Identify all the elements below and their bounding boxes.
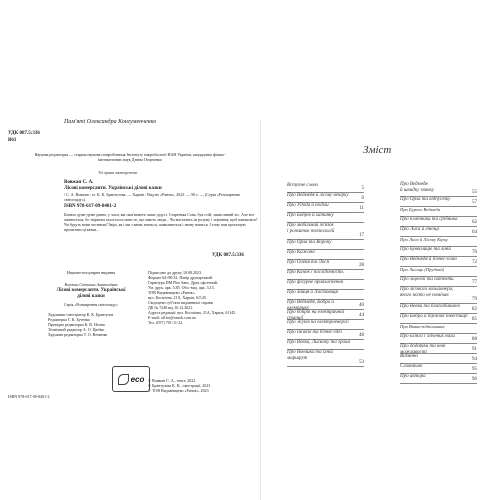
toc-item[interactable]: Про Удода й поділи 11 [287, 203, 364, 211]
udk-code: УДК 087.5:336 [8, 131, 40, 136]
toc-item[interactable]: Про жуків на електроенергії [287, 320, 364, 330]
udk-code-2: УДК 087.5:336 [212, 253, 244, 258]
copyright: © Вовжан С. А., текст, 2022 © Брантузова К. К., ілюстрації, 2023 © ТОВ Видавництво «Ранок», 2023 [148, 378, 211, 393]
toc-item[interactable]: Про Вовчика та їхній маршрут 53 [287, 350, 364, 365]
toc-title: Зміст [363, 144, 392, 156]
annotation: Бачила дуже-дуже давно, у часи, які пам'ятають лише дідусі. Старенька Сова, бук стій, замисливий ліс. Але все змінюється, бо звірятам захотілось мати те, що мають люди... Чи вистачить їм розуму і терпіння, щоб навчитися? Чи будуть вони чесними? Звірі, як і ми з вами, вчаться, помиляються і знову вчаться. І тому вам пропоную прочитати ці казки... [64, 212, 258, 232]
toc-item[interactable]: Про Оленя та Лося 28 [287, 260, 364, 268]
toc-item[interactable]: Про лісового мільйонера, якого ніхто не помічав 79 [400, 287, 477, 302]
toc-item[interactable]: Про Лиса й Лісову Кірку [400, 237, 477, 247]
toc-column-1 [287, 183, 364, 367]
toc-item[interactable]: Про клінга і злічених нахи 88 [400, 334, 477, 342]
toc-item[interactable]: Про Бувволицю та ліній 70 [400, 247, 477, 255]
isbn-footer: ISBN 978-617-09-8401-2 [8, 394, 50, 399]
toc-item[interactable]: Про Ведмедя й лісову вечірку 6 [287, 193, 364, 201]
toc-item[interactable]: Про їжаків та бізнес-ідеї 48 [287, 330, 364, 338]
toc-item[interactable]: Про бобрів на електричній станції 44 [287, 310, 364, 321]
author-name: Вовжан С. А. [64, 180, 94, 185]
toc-item[interactable]: Словничок 95 [400, 364, 477, 372]
toc-item[interactable]: Про Ведмедя й швидку звичку 55 [400, 182, 477, 195]
edition-type: Науково-популярне видання [66, 270, 116, 275]
bbk-code: В61 [8, 138, 17, 143]
dedication: Пам'яті Олександра Конгуменченко [64, 119, 157, 125]
toc-item[interactable]: Про Бобрів й хатинку [287, 213, 364, 223]
toc-item[interactable]: Про Орла та Ворону [287, 240, 364, 250]
toc-item[interactable]: Про Лисиць (Прудкий) [400, 267, 477, 277]
toc-item[interactable]: Про фігурне привласнення [287, 280, 364, 290]
toc-item[interactable]: Про Бурого Ведмедя [400, 207, 477, 217]
toc-item[interactable]: Про Орла та відпустку 57 [400, 197, 477, 205]
eco-label: eco [130, 374, 145, 384]
rights-note: Усі права застережені [98, 170, 138, 175]
toc-item[interactable]: Про Ведмедя й бізнес-план 72 [400, 257, 477, 265]
toc-item[interactable]: Про Вовка-підпільника [400, 324, 477, 334]
toc-item[interactable]: Про Зайця й Ластовиця [287, 290, 364, 300]
series: Серія «Розширення світогляду» [63, 302, 119, 307]
toc-column-2 [400, 182, 477, 384]
toc-item[interactable]: Про ліцензії та патенти 77 [400, 277, 477, 285]
toc-item[interactable]: Вступне слово 5 [287, 183, 364, 191]
toc-item[interactable]: Про Лиса й лінощі 64 [400, 227, 477, 235]
title-full: Лісові комерсанти. Українські ділові казки [56, 288, 126, 299]
toc-item[interactable]: Про додатки та нові можливості 91 [400, 344, 477, 355]
leaf-icon [118, 374, 129, 385]
reviewer-note: Наукова редакторка — старша наукова співробітниця Інституту мікробіології НАН України, кандидатка фізико-математичних наук Дзвіна Огорченко [34, 152, 226, 162]
toc-item[interactable]: Про Вовка та благодійників 82 [400, 304, 477, 312]
print-info: Підписано до друку 10.08.2023. Формат 64×90/32. Папір друкарський. Гарнітура ПМ Plex Sans. Друк офсетний. Ум. друк. арк. 5,85. Обл.-вид. арк. 3,13. ТОВ Видавництво «Ранок». вул. Космічна, 21А, Харків, 61145. Свідоцтво суб'єкта видавничої справи ДК № 7248 від 16.12.2021. Адреса редакції: вул. Космічна, 21А, Харків, 61145. E-mail: office@ranok.com.ua Тел. (057) 701-11-22. [148, 270, 237, 325]
toc-item[interactable]: Про Кажана [287, 250, 364, 260]
isbn: ISBN 978-617-09-8401-2 [64, 204, 117, 209]
author-full: Вовжан Світлана Анатоліївна [64, 282, 118, 287]
toc-item[interactable]: Відмінні 94 [400, 354, 477, 362]
page-gutter [260, 120, 261, 500]
toc-item[interactable]: Про Вовка, Лисичку та гроші [287, 340, 364, 350]
eco-logo [112, 366, 150, 392]
book-description: / С. А. Вовжан ; іл. К. К. Брантузова. — Харків : Вид-во «Ранок», 2023. — 96 с. — (Серія «Розширення світогляду»). [64, 192, 240, 202]
credits: Художник-ілюстратор К. К. Брантузов Редакторка Г. К. Бутенко Провідна редакторка К. В. Ночна Технічний редактор А. О. Цюбко Художня редакторка Т. О. Веменко [48, 312, 114, 337]
book-title: Лісові комерсанти. Українські ділові казки [64, 186, 162, 191]
toc-item[interactable]: Про Бобра й біржові інвестиції 85 [400, 314, 477, 322]
toc-item[interactable]: Про платники та срібника 62 [400, 217, 477, 225]
toc-item[interactable]: Про автора 96 [400, 374, 477, 382]
toc-item[interactable]: Про Ведмедя, Бобра й електрику 40 [287, 300, 364, 311]
toc-item[interactable]: Про мобільний зв'язок і розвиток технологій 17 [287, 223, 364, 238]
toc-item[interactable]: Про Качок і послідовність [287, 270, 364, 280]
